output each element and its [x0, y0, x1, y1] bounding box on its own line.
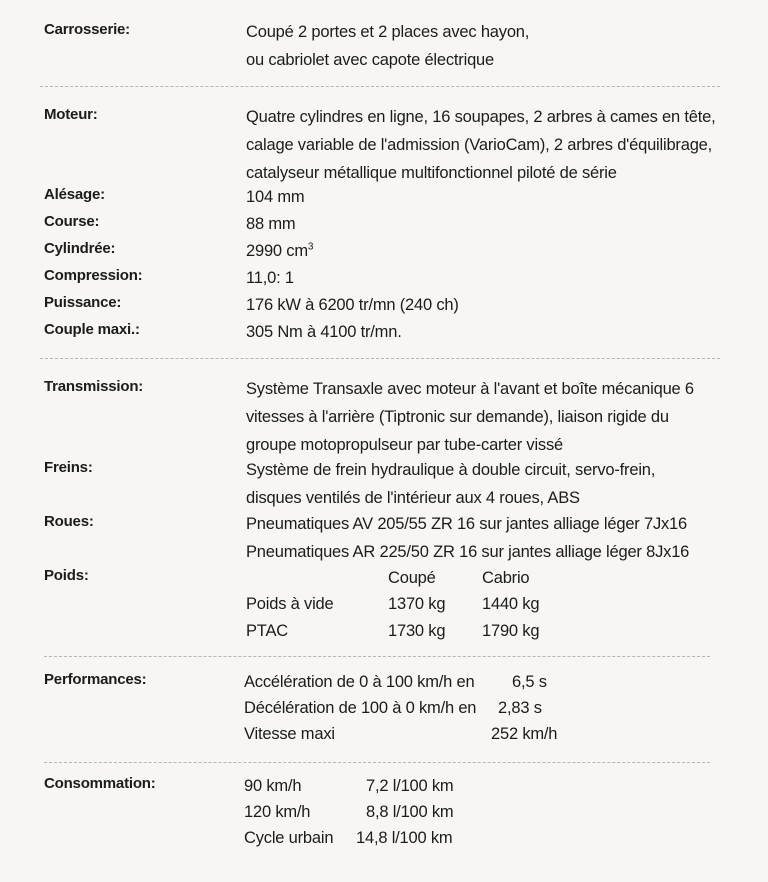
performances-row-value: 6,5 s	[512, 673, 547, 691]
label-compression: Compression:	[44, 267, 143, 284]
consommation-row-value: 8,8 l/100 km	[366, 803, 454, 821]
poids-row-name: PTAC	[246, 622, 288, 640]
value-couple: 305 Nm à 4100 tr/mn.	[246, 323, 402, 341]
value-alesage: 104 mm	[246, 188, 305, 206]
moteur-line: catalyseur métallique multifonctionnel piloté de série	[246, 164, 617, 182]
label-poids: Poids:	[44, 567, 89, 584]
divider	[40, 358, 720, 359]
value-puissance: 176 kW à 6200 tr/mn (240 ch)	[246, 296, 459, 314]
label-performances: Performances:	[44, 671, 147, 688]
poids-row-cabrio: 1440 kg	[482, 595, 540, 613]
cylindree-number: 2990 cm	[246, 242, 308, 260]
label-carrosserie: Carrosserie:	[44, 21, 130, 38]
label-transmission: Transmission:	[44, 378, 144, 395]
label-cylindree: Cylindrée:	[44, 240, 116, 257]
poids-col-coupe: Coupé	[388, 569, 436, 587]
consommation-row-value: 7,2 l/100 km	[366, 777, 454, 795]
transmission-line: Système Transaxle avec moteur à l'avant et boîte mécanique 6	[246, 380, 694, 398]
freins-line: disques ventilés de l'intérieur aux 4 roues, ABS	[246, 489, 580, 507]
roues-line: Pneumatiques AR 225/50 ZR 16 sur jantes alliage léger 8Jx16	[246, 543, 690, 561]
label-puissance: Puissance:	[44, 294, 122, 311]
moteur-line: Quatre cylindres en ligne, 16 soupapes, 2 arbres à cames en tête,	[246, 108, 716, 126]
poids-row-name: Poids à vide	[246, 595, 334, 613]
label-roues: Roues:	[44, 513, 94, 530]
carrosserie-line: ou cabriolet avec capote électrique	[246, 51, 494, 69]
transmission-line: vitesses à l'arrière (Tiptronic sur demande), liaison rigide du	[246, 408, 669, 426]
performances-row-name: Vitesse maxi	[244, 725, 335, 743]
carrosserie-line: Coupé 2 portes et 2 places avec hayon,	[246, 23, 530, 41]
performances-row-value: 252 km/h	[491, 725, 558, 743]
moteur-line: calage variable de l'admission (VarioCam), 2 arbres d'équilibrage,	[246, 136, 713, 154]
value-compression: 11,0: 1	[246, 269, 294, 287]
transmission-line: groupe motopropulseur par tube-carter vissé	[246, 436, 563, 454]
label-course: Course:	[44, 213, 100, 230]
label-alesage: Alésage:	[44, 186, 105, 203]
performances-row-value: 2,83 s	[498, 699, 542, 717]
label-moteur: Moteur:	[44, 106, 98, 123]
divider	[44, 656, 710, 657]
poids-row-cabrio: 1790 kg	[482, 622, 540, 640]
consommation-row-name: 120 km/h	[244, 803, 311, 821]
performances-row-name: Accélération de 0 à 100 km/h en	[244, 673, 475, 691]
poids-row-coupe: 1730 kg	[388, 622, 446, 640]
consommation-row-name: 90 km/h	[244, 777, 302, 795]
value-roues	[246, 510, 689, 566]
roues-line: Pneumatiques AV 205/55 ZR 16 sur jantes alliage léger 7Jx16	[246, 515, 688, 533]
poids-row-coupe: 1370 kg	[388, 595, 446, 613]
label-consommation: Consommation:	[44, 775, 156, 792]
divider	[40, 86, 720, 87]
label-freins: Freins:	[44, 459, 93, 476]
freins-line: Système de frein hydraulique à double circuit, servo-frein,	[246, 461, 656, 479]
cylindree-exponent: 3	[307, 241, 314, 253]
consommation-row-value: 14,8 l/100 km	[356, 829, 453, 847]
label-couple: Couple maxi.:	[44, 321, 140, 338]
value-transmission	[246, 375, 694, 459]
value-course: 88 mm	[246, 215, 296, 233]
divider	[44, 762, 710, 763]
consommation-row-name: Cycle urbain	[244, 829, 334, 847]
performances-row-name: Décélération de 100 à 0 km/h en	[244, 699, 477, 717]
value-moteur	[246, 103, 715, 187]
value-freins	[246, 456, 655, 512]
value-cylindree	[246, 237, 313, 265]
poids-col-cabrio: Cabrio	[482, 569, 530, 587]
value-carrosserie	[246, 18, 529, 74]
